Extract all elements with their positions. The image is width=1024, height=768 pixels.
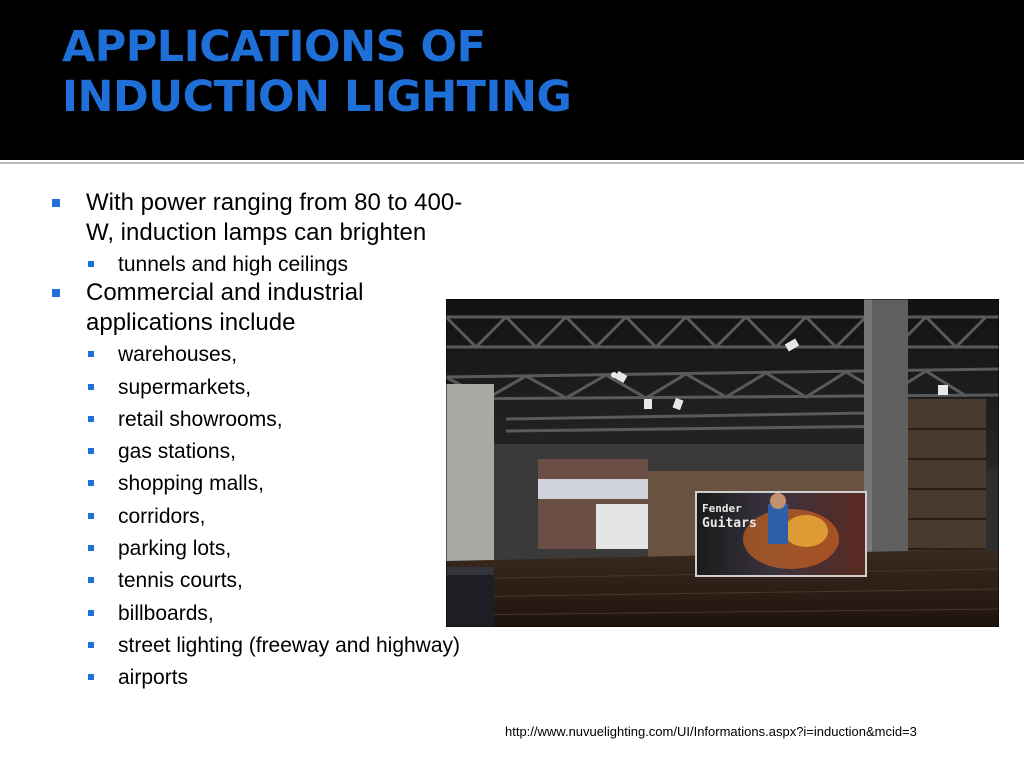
square-bullet-icon bbox=[52, 199, 60, 207]
square-bullet-icon bbox=[88, 416, 94, 422]
sub-bullet-text: parking lots, bbox=[118, 537, 232, 561]
square-bullet-icon bbox=[88, 545, 94, 551]
sub-bullet-text: airports bbox=[118, 666, 189, 690]
sub-bullet-text: billboards, bbox=[118, 601, 214, 625]
sub-bullet-text: gas stations, bbox=[118, 440, 236, 464]
square-bullet-icon bbox=[88, 261, 94, 267]
slide-header bbox=[0, 0, 1024, 160]
showroom-illustration bbox=[446, 299, 999, 627]
sub-bullet-item bbox=[86, 407, 490, 432]
sub-bullet-text: supermarkets, bbox=[118, 375, 252, 399]
square-bullet-icon bbox=[88, 642, 94, 648]
showroom-photo bbox=[446, 299, 999, 627]
sub-bullet-item bbox=[86, 252, 490, 277]
slide-title bbox=[62, 22, 571, 122]
sign-text-line-1: Fender bbox=[702, 502, 742, 515]
sub-bullet-text: street lighting (freeway and highway) bbox=[118, 633, 461, 657]
sub-bullet-item bbox=[86, 504, 490, 529]
sub-bullet-item bbox=[86, 471, 490, 496]
square-bullet-icon bbox=[88, 674, 94, 680]
sign-text-line-2: Guitars bbox=[702, 516, 757, 531]
sub-bullet-text: tunnels and high ceilings bbox=[118, 253, 348, 276]
sub-bullet-text: tennis courts, bbox=[118, 569, 243, 593]
title-line-2: INDUCTION LIGHTING bbox=[62, 72, 572, 122]
bullet-list bbox=[50, 188, 490, 698]
square-bullet-icon bbox=[88, 513, 94, 519]
sub-bullet-text: shopping malls, bbox=[118, 472, 264, 496]
sub-bullet-text: retail showrooms, bbox=[118, 407, 283, 431]
sub-bullet-text: warehouses, bbox=[118, 343, 238, 367]
bullet-text: With power ranging from 80 to 400-W, induction lamps can brighten bbox=[86, 189, 463, 246]
square-bullet-icon bbox=[88, 577, 94, 583]
sub-bullet-list bbox=[86, 342, 490, 690]
sub-bullet-item bbox=[86, 439, 490, 464]
square-bullet-icon bbox=[88, 610, 94, 616]
sub-bullet-list bbox=[86, 252, 490, 277]
bullet-power bbox=[50, 188, 490, 277]
sub-bullet-item bbox=[86, 665, 490, 690]
slide-body bbox=[0, 168, 1024, 768]
square-bullet-icon bbox=[88, 480, 94, 486]
square-bullet-icon bbox=[88, 351, 94, 357]
divider-rule-inner bbox=[0, 162, 1024, 164]
bullet-text: Commercial and industrial applications include bbox=[86, 279, 364, 337]
sub-bullet-item bbox=[86, 568, 490, 593]
title-line-1: APPLICATIONS OF bbox=[62, 22, 486, 72]
square-bullet-icon bbox=[88, 384, 94, 390]
sub-bullet-item bbox=[86, 633, 490, 658]
sub-bullet-item bbox=[86, 536, 490, 561]
sub-bullet-item bbox=[86, 375, 490, 400]
square-bullet-icon bbox=[88, 448, 94, 454]
sub-bullet-text: corridors, bbox=[118, 504, 206, 528]
sub-bullet-item bbox=[86, 342, 490, 367]
sub-bullet-item bbox=[86, 601, 490, 626]
bullet-applications bbox=[50, 278, 490, 690]
square-bullet-icon bbox=[52, 289, 60, 297]
source-link[interactable]: http://www.nuvuelighting.com/UI/Informations.aspx?i=induction&mcid=3 bbox=[505, 724, 917, 739]
